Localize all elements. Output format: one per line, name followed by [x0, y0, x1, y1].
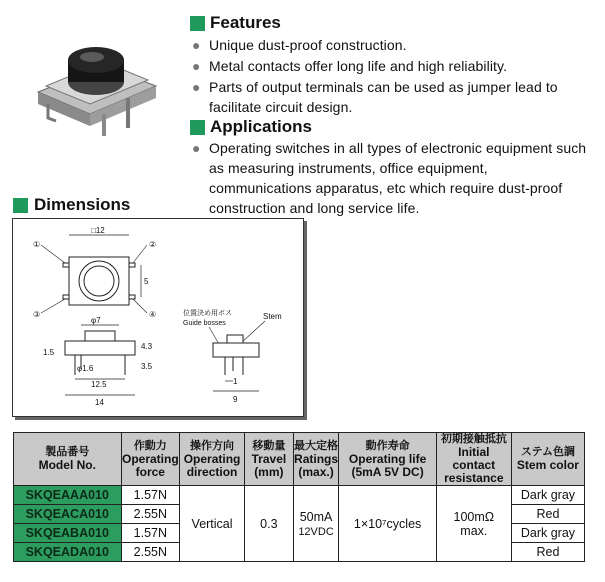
dimensions-marker	[13, 198, 28, 213]
model-cell: SKQEACA010	[14, 505, 122, 524]
spec-table	[13, 432, 585, 562]
guide-jp-label: 位置決め用ボス	[183, 310, 232, 317]
feature-item-3: ● Parts of output terminals can be used as jumper lead to facilitate circuit design.	[192, 79, 558, 115]
applications-title: Applications	[210, 117, 313, 136]
dim-width-label: □12	[91, 226, 105, 235]
model-cell: SKQEAAA010	[14, 486, 122, 505]
color-cell: Dark gray	[511, 524, 584, 543]
force-cell: 2.55N	[121, 543, 180, 562]
dim-hole-label: φ1.6	[77, 364, 94, 373]
applications-marker	[190, 120, 205, 135]
features-title: Features	[210, 13, 281, 32]
dim-side2-label: 9	[233, 395, 238, 404]
terminal-3-label: ③	[33, 310, 41, 319]
travel-cell: 0.3	[245, 486, 294, 562]
force-cell: 1.57N	[121, 524, 180, 543]
bullet-icon: ●	[192, 140, 201, 156]
guide-en-label: Guide bosses	[183, 320, 226, 327]
terminal-4-label: ④	[149, 310, 157, 319]
header-resistance: 初期接触抵抗 Initial contact resistance	[436, 433, 511, 486]
feature-item-1: ● Unique dust-proof construction.	[192, 37, 407, 53]
force-cell: 1.57N	[121, 486, 180, 505]
dim-total-label: 14	[95, 398, 104, 407]
dim-h3-label: 3.5	[141, 362, 153, 371]
feature-item-2: ● Metal contacts offer long life and high reliability.	[192, 58, 508, 74]
table-row	[14, 486, 585, 505]
header-color: ステム色調 Stem color	[511, 433, 584, 486]
color-cell: Red	[511, 543, 584, 562]
table-header-row	[14, 433, 585, 486]
ratings-cell: 50mA 12VDC	[293, 486, 339, 562]
direction-cell: Vertical	[180, 486, 245, 562]
dim-side1-label: 1	[233, 377, 238, 386]
dimensions-title: Dimensions	[34, 195, 131, 214]
dim-pitch-label: 5	[144, 277, 149, 286]
dim-h2-label: 4.3	[141, 342, 153, 351]
header-force: 作動力 Operating force	[121, 433, 180, 486]
model-cell: SKQEADA010	[14, 543, 122, 562]
header-model: 製品番号 Model No.	[14, 433, 122, 486]
life-cell: 1×10⁷cycles	[339, 486, 436, 562]
dim-span-label: 12.5	[91, 380, 107, 389]
application-item-1: ● Operating switches in all types of electronic equipment such as measuring instruments, office equipment, communications apparatus, etc which require dust-proof construction and long service life.	[192, 140, 587, 216]
bullet-icon: ●	[192, 79, 201, 95]
product-photo	[28, 30, 163, 140]
terminal-2-label: ②	[149, 240, 157, 249]
bullet-icon: ●	[192, 58, 201, 74]
color-cell: Red	[511, 505, 584, 524]
header-travel: 移動量 Travel (mm)	[245, 433, 294, 486]
terminal-1-label: ①	[33, 240, 41, 249]
color-cell: Dark gray	[511, 486, 584, 505]
features-marker	[190, 16, 205, 31]
bullet-icon: ●	[192, 37, 201, 53]
force-cell: 2.55N	[121, 505, 180, 524]
dim-h1-label: 1.5	[43, 348, 55, 357]
stem-label: Stem	[263, 312, 282, 321]
dimensions-drawing	[12, 218, 304, 417]
header-life: 動作寿命 Operating life (5mA 5V DC)	[339, 433, 436, 486]
model-cell: SKQEABA010	[14, 524, 122, 543]
resistance-cell: 100mΩ max.	[436, 486, 511, 562]
header-direction: 操作方向 Operating direction	[180, 433, 245, 486]
header-ratings: 最大定格 Ratings (max.)	[293, 433, 339, 486]
dim-diameter-label: φ7	[91, 316, 101, 325]
